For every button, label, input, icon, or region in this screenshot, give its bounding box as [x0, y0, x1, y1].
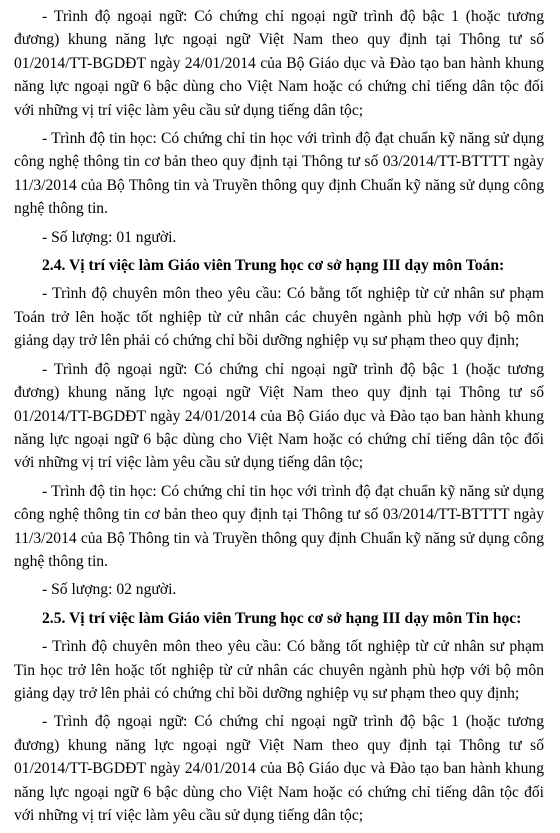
section-heading-2-4: 2.4. Vị trí việc làm Giáo viên Trung học cơ sở hạng III dạy môn Toán: — [42, 257, 505, 275]
paragraph-quantity-1: - Số lượng: 01 người. — [42, 228, 177, 246]
paragraph-foreign-language-2-5: - Trình độ ngoại ngữ: Có chứng chỉ ngoại ngữ trình độ bậc 1 (hoặc tương đương) khung năng lực ngoại ngữ Việt Nam theo quy định tại Thông tư số 01/2014/TT-BGDĐT ngày 24/01/2014 của Bộ Giáo dục và Đào tạo ban hành khung năng lực ngoại ngữ 6 bậc dùng cho Việt Nam hoặc có chứng chỉ tiếng dân tộc đối với những vị trí việc làm yêu cầu sử dụng tiếng dân tộc; — [14, 713, 544, 824]
paragraph-it-skills-2-4: - Trình độ tin học: Có chứng chỉ tin học với trình độ đạt chuẩn kỹ năng sử dụng công nghệ thông tin cơ bản theo quy định tại Thông tư số 03/2014/TT-BTTTT ngày 11/3/2014 của Bộ Thông tin và Truyền thông quy định Chuẩn kỹ năng sử dụng công nghệ thông tin. — [14, 482, 544, 570]
paragraph-professional-level-2-5: - Trình độ chuyên môn theo yêu cầu: Có bằng tốt nghiệp từ cử nhân sư phạm Tin học trở lên hoặc tốt nghiệp từ cử nhân các chuyên ngành phù hợp với bộ môn giảng dạy trở lên phải có chứng chỉ bồi dưỡng nghiệp vụ sư phạm theo quy định; — [14, 638, 544, 702]
section-heading-2-5: 2.5. Vị trí việc làm Giáo viên Trung học cơ sở hạng III dạy môn Tin học: — [42, 609, 522, 627]
paragraph-professional-level-2-4: - Trình độ chuyên môn theo yêu cầu: Có bằng tốt nghiệp từ cử nhân sư phạm Toán trở lên hoặc tốt nghiệp từ cử nhân các chuyên ngành phù hợp với bộ môn giảng dạy trở lên phải có chứng chỉ bồi dưỡng nghiệp vụ sư phạm theo quy định; — [14, 285, 544, 350]
paragraph-foreign-language-1: - Trình độ ngoại ngữ: Có chứng chỉ ngoại ngữ trình độ bậc 1 (hoặc tương đương) khung năng lực ngoại ngữ Việt Nam theo quy định tại Thông tư số 01/2014/TT-BGDĐT ngày 24/01/2014 của Bộ Giáo dục và Đào tạo ban hành khung năng lực ngoại ngữ 6 bậc dùng cho Việt Nam hoặc có chứng chỉ tiếng dân tộc đối với những vị trí việc làm yêu cầu sử dụng tiếng dân tộc; — [14, 8, 544, 119]
paragraph-it-skills-1: - Trình độ tin học: Có chứng chỉ tin học với trình độ đạt chuẩn kỹ năng sử dụng công nghệ thông tin cơ bản theo quy định tại Thông tư số 03/2014/TT-BTTTT ngày 11/3/2014 của Bộ Thông tin và Truyền thông quy định Chuẩn kỹ năng sử dụng công nghệ thông tin. — [14, 130, 544, 218]
paragraph-foreign-language-2-4: - Trình độ ngoại ngữ: Có chứng chỉ ngoại ngữ trình độ bậc 1 (hoặc tương đương) khung năng lực ngoại ngữ Việt Nam theo quy định tại Thông tư số 01/2014/TT-BGDĐT ngày 24/01/2014 của Bộ Giáo dục và Đào tạo ban hành khung năng lực ngoại ngữ 6 bậc dùng cho Việt Nam hoặc có chứng chỉ tiếng dân tộc đối với những vị trí việc làm yêu cầu sử dụng tiếng dân tộc; — [14, 360, 544, 472]
paragraph-quantity-2-4: - Số lượng: 02 người. — [42, 581, 177, 599]
